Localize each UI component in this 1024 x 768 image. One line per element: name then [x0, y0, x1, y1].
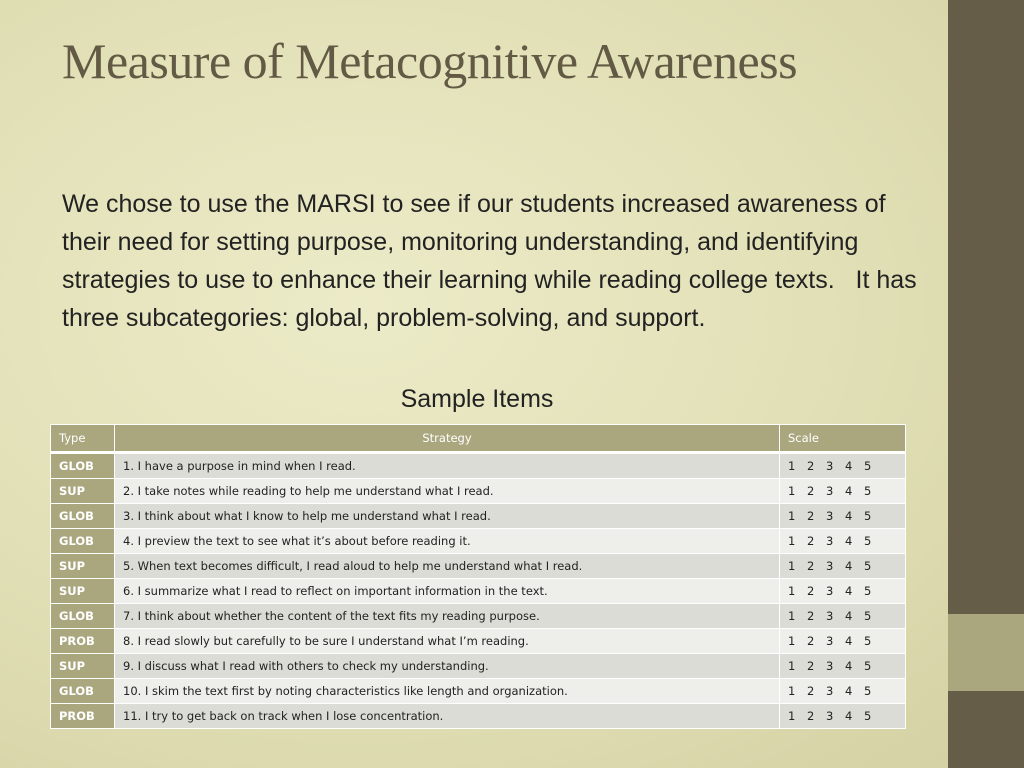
type-cell: PROB	[51, 629, 115, 654]
table-row	[51, 679, 906, 704]
scale-cell	[780, 654, 906, 679]
side-accent-decoration	[948, 614, 1024, 691]
scale-cell	[780, 479, 906, 504]
scale-value: 2	[807, 659, 815, 673]
scale-value: 4	[845, 609, 853, 623]
scale-value: 1	[788, 484, 796, 498]
scale-value: 3	[826, 559, 834, 573]
scale-cell	[780, 629, 906, 654]
scale-value: 3	[826, 659, 834, 673]
strategy-cell: 11. I try to get back on track when I lose concentration.	[115, 704, 780, 729]
table-header-row	[51, 425, 906, 453]
scale-cell	[780, 704, 906, 729]
scale-value: 1	[788, 709, 796, 723]
type-cell: GLOB	[51, 679, 115, 704]
scale-value: 2	[807, 634, 815, 648]
scale-value: 2	[807, 509, 815, 523]
scale-value: 1	[788, 684, 796, 698]
scale-value: 1	[788, 509, 796, 523]
scale-value: 3	[826, 459, 834, 473]
body-paragraph: We chose to use the MARSI to see if our students increased awareness of their need for setting purpose, monitoring understanding, and identifying strategies to use to enhance their learning while reading college texts. It has three subcategories: global, problem-solving, and support.	[62, 190, 924, 332]
strategy-cell: 1. I have a purpose in mind when I read.	[115, 453, 780, 479]
scale-value: 4	[845, 584, 853, 598]
scale-value: 4	[845, 684, 853, 698]
table-row	[51, 453, 906, 479]
scale-value: 5	[864, 609, 872, 623]
table-row	[51, 579, 906, 604]
table-row	[51, 479, 906, 504]
scale-cell	[780, 554, 906, 579]
table-row	[51, 629, 906, 654]
sample-items-table-container	[50, 424, 907, 729]
scale-value: 4	[845, 509, 853, 523]
strategy-cell: 6. I summarize what I read to reflect on important information in the text.	[115, 579, 780, 604]
strategy-cell: 4. I preview the text to see what it’s about before reading it.	[115, 529, 780, 554]
scale-value: 2	[807, 609, 815, 623]
scale-value: 1	[788, 559, 796, 573]
scale-value: 5	[864, 559, 872, 573]
strategy-cell: 5. When text becomes difficult, I read aloud to help me understand what I read.	[115, 554, 780, 579]
scale-value: 2	[807, 459, 815, 473]
table-body	[51, 453, 906, 729]
table-row	[51, 554, 906, 579]
type-cell: SUP	[51, 554, 115, 579]
scale-value: 1	[788, 634, 796, 648]
scale-value: 1	[788, 659, 796, 673]
scale-value: 5	[864, 684, 872, 698]
scale-cell	[780, 504, 906, 529]
scale-value: 5	[864, 584, 872, 598]
scale-value: 2	[807, 709, 815, 723]
scale-value: 3	[826, 709, 834, 723]
type-cell: SUP	[51, 654, 115, 679]
scale-value: 1	[788, 459, 796, 473]
scale-value: 1	[788, 584, 796, 598]
scale-value: 1	[788, 534, 796, 548]
type-cell: PROB	[51, 704, 115, 729]
scale-cell	[780, 529, 906, 554]
strategy-cell: 9. I discuss what I read with others to check my understanding.	[115, 654, 780, 679]
table-row	[51, 604, 906, 629]
scale-value: 2	[807, 559, 815, 573]
scale-value: 3	[826, 534, 834, 548]
table-row	[51, 504, 906, 529]
scale-cell	[780, 453, 906, 479]
scale-value: 2	[807, 534, 815, 548]
strategy-cell: 8. I read slowly but carefully to be sure I understand what I’m reading.	[115, 629, 780, 654]
scale-value: 4	[845, 709, 853, 723]
scale-value: 3	[826, 634, 834, 648]
scale-value: 5	[864, 659, 872, 673]
header-strategy: Strategy	[115, 425, 780, 453]
strategy-cell: 7. I think about whether the content of the text fits my reading purpose.	[115, 604, 780, 629]
type-cell: SUP	[51, 479, 115, 504]
scale-value: 2	[807, 484, 815, 498]
scale-value: 5	[864, 509, 872, 523]
scale-value: 3	[826, 509, 834, 523]
header-scale: Scale	[780, 425, 906, 453]
scale-cell	[780, 604, 906, 629]
table-row	[51, 529, 906, 554]
header-type: Type	[51, 425, 115, 453]
strategy-cell: 10. I skim the text first by noting characteristics like length and organization.	[115, 679, 780, 704]
table-caption: Sample Items	[400, 385, 554, 413]
scale-value: 3	[826, 684, 834, 698]
scale-value: 4	[845, 659, 853, 673]
scale-value: 4	[845, 484, 853, 498]
scale-value: 3	[826, 609, 834, 623]
scale-value: 5	[864, 709, 872, 723]
scale-value: 3	[826, 484, 834, 498]
scale-value: 4	[845, 459, 853, 473]
type-cell: GLOB	[51, 604, 115, 629]
table-row	[51, 704, 906, 729]
slide-title: Measure of Metacognitive Awareness	[62, 33, 798, 89]
scale-value: 4	[845, 559, 853, 573]
strategy-cell: 3. I think about what I know to help me understand what I read.	[115, 504, 780, 529]
scale-cell	[780, 579, 906, 604]
scale-value: 4	[845, 634, 853, 648]
scale-value: 5	[864, 459, 872, 473]
scale-value: 2	[807, 584, 815, 598]
type-cell: GLOB	[51, 504, 115, 529]
strategy-cell: 2. I take notes while reading to help me understand what I read.	[115, 479, 780, 504]
scale-cell	[780, 679, 906, 704]
type-cell: GLOB	[51, 529, 115, 554]
scale-value: 4	[845, 534, 853, 548]
scale-value: 3	[826, 584, 834, 598]
type-cell: GLOB	[51, 453, 115, 479]
scale-value: 1	[788, 609, 796, 623]
scale-value: 5	[864, 534, 872, 548]
scale-value: 5	[864, 484, 872, 498]
table-row	[51, 654, 906, 679]
scale-value: 2	[807, 684, 815, 698]
scale-value: 5	[864, 634, 872, 648]
sample-items-table	[50, 424, 906, 729]
type-cell: SUP	[51, 579, 115, 604]
